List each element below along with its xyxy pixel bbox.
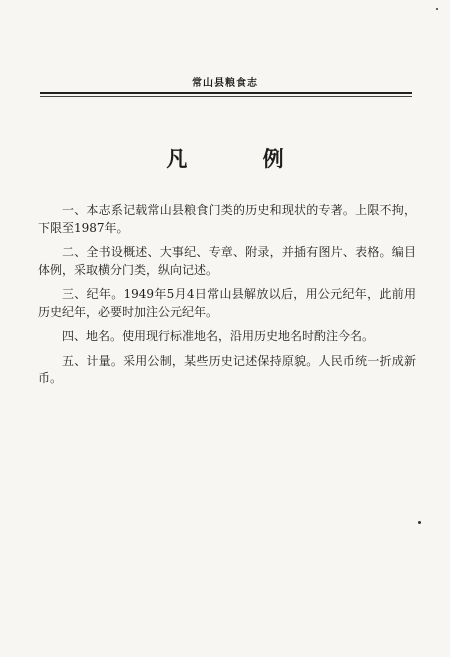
body-text [38, 202, 416, 395]
scan-speck-right [418, 521, 421, 524]
paragraph-3: 三、纪年。1949年5月4日常山县解放以后，用公元纪年，此前用历史纪年，必要时加注公元纪年。 [38, 287, 416, 319]
header-rule-thin [40, 96, 412, 97]
page-title: 凡 例 [166, 146, 318, 171]
paragraph-4: 四、地名。使用现行标准地名，沿用历史地名时酌注今名。 [62, 329, 375, 343]
paragraph-1: 一、本志系记载常山县粮食门类的历史和现状的专著。上限不拘，下限至1987年。 [38, 203, 416, 235]
header-rule-thick [40, 92, 412, 94]
paragraph-2: 二、全书设概述、大事纪、专章、附录，并插有图片、表格。编目体例，采取横分门类，纵向记述。 [38, 245, 416, 277]
paragraph-5: 五、计量。采用公制，某些历史记述保持原貌。人民币统一折成新币。 [38, 353, 416, 385]
running-header-title: 常山县粮食志 [192, 78, 258, 89]
scan-speck-top [436, 8, 438, 10]
